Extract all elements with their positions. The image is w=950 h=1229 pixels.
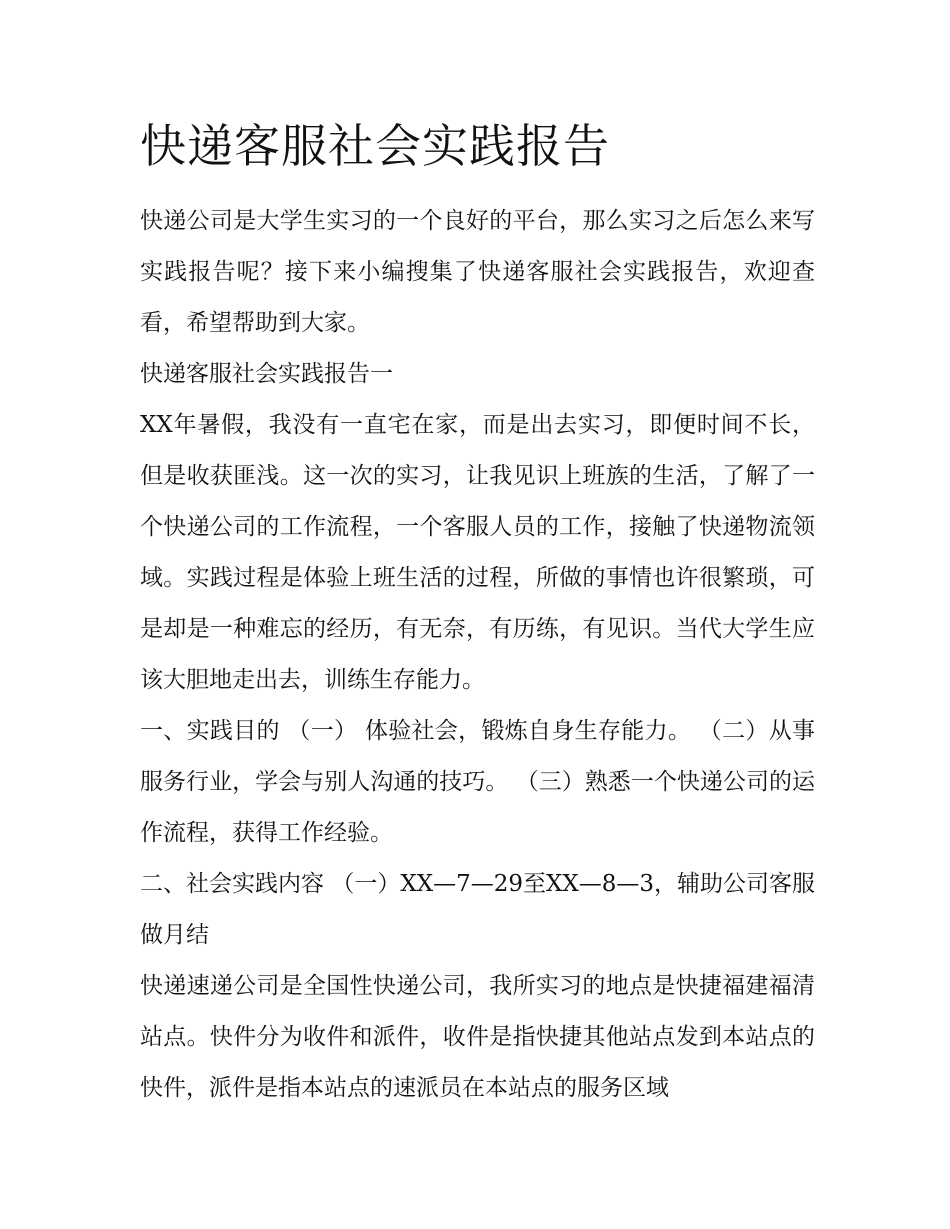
practice-content-paragraph: 二、社会实践内容 （一）XX—7—29至XX—8—3，辅助公司客服做月结 bbox=[140, 871, 815, 948]
company-description-paragraph: 快递速递公司是全国性快递公司，我所实习的地点是快捷福建福清站点。快件分为收件和派件，收件是指快捷其他站点发到本站点的快件，派件是指本站点的速派员在本站点的服务区域 bbox=[140, 973, 815, 1101]
document-page bbox=[140, 110, 815, 1114]
practice-purpose-paragraph: 一、实践目的 （一） 体验社会，锻炼自身生存能力。 （二）从事服务行业，学会与别人沟通的技巧。 （三）熟悉一个快递公司的运作流程，获得工作经验。 bbox=[140, 718, 815, 846]
intro-paragraph: 快递公司是大学生实习的一个良好的平台，那么实习之后怎么来写实践报告呢？接下来小编搜集了快递客服社会实践报告，欢迎查看，希望帮助到大家。 bbox=[140, 208, 815, 336]
document-title: 快递客服社会实践报告 bbox=[140, 119, 610, 173]
section-heading-report-one: 快递客服社会实践报告一 bbox=[140, 361, 393, 387]
body-paragraph-summer: XX年暑假，我没有一直宅在家，而是出去实习，即便时间不长，但是收获匪浅。这一次的实习，让我见识上班族的生活，了解了一个快递公司的工作流程，一个客服人员的工作，接触了快递物流领域。实践过程是体验上班生活的过程，所做的事情也许很繁琐，可是却是一种难忘的经历，有无奈，有历练，有见识。当代大学生应该大胆地走出去，训练生存能力。 bbox=[140, 412, 815, 693]
